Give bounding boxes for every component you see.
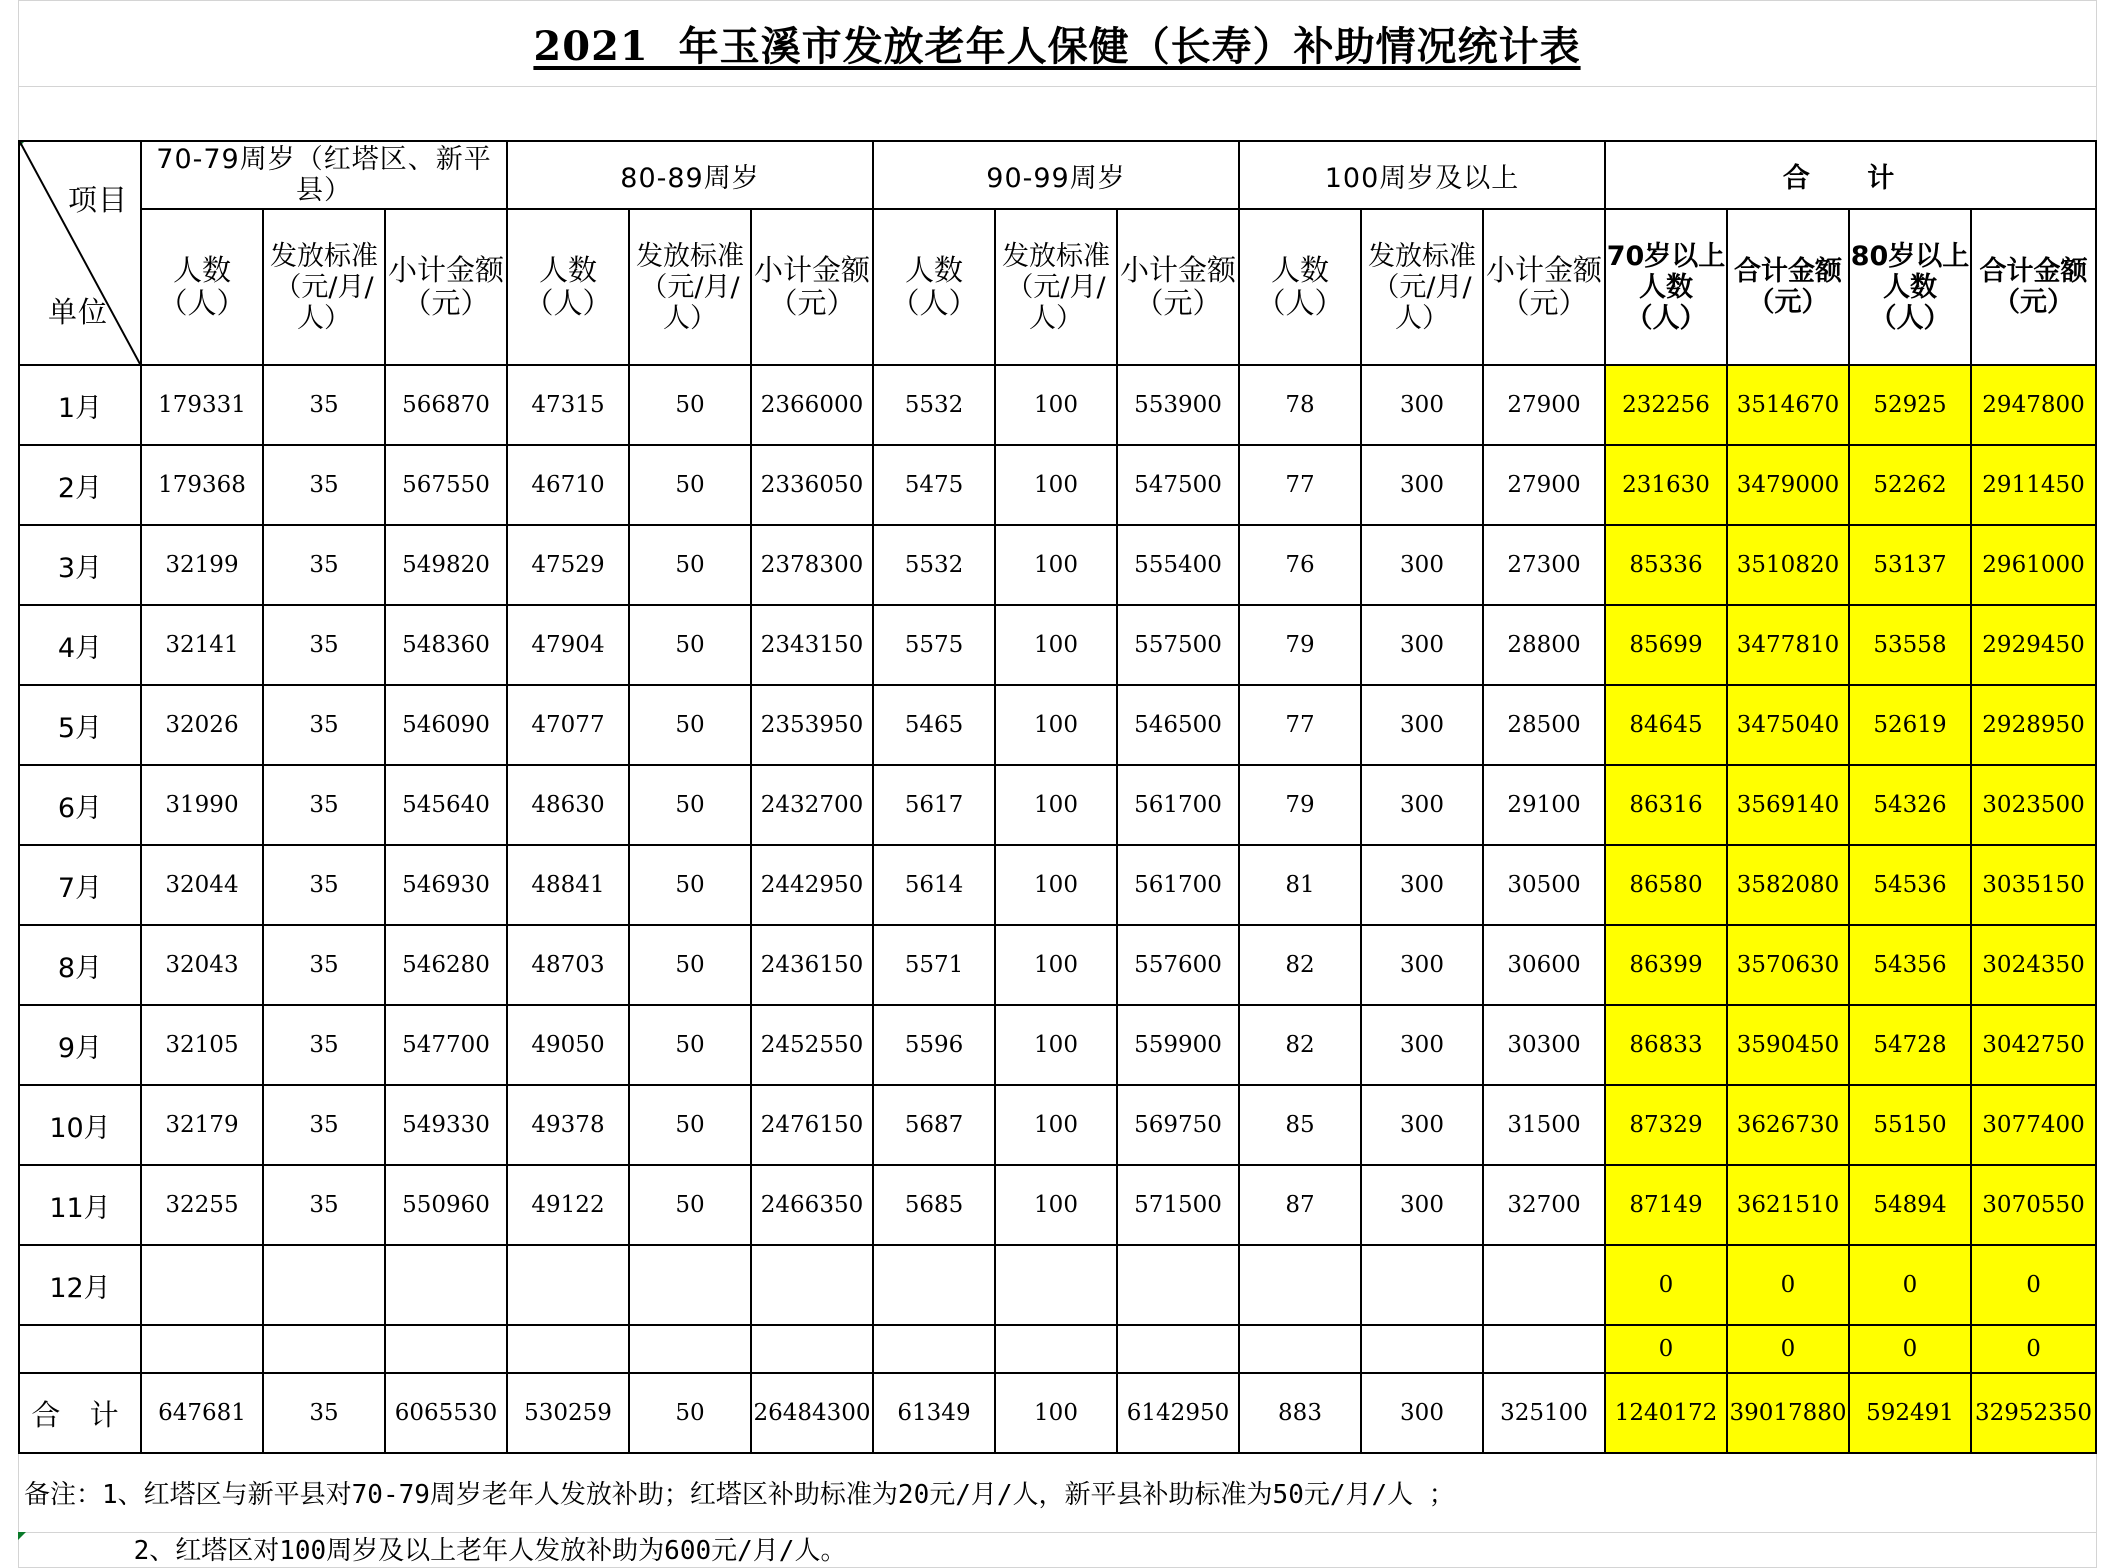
- header-people[interactable]: 人数（人）: [141, 209, 263, 365]
- group-header-80-89[interactable]: 80-89周岁: [507, 141, 873, 209]
- data-cell[interactable]: 100: [995, 1005, 1117, 1085]
- data-cell[interactable]: 2366000: [751, 365, 873, 445]
- data-cell[interactable]: 300: [1361, 365, 1483, 445]
- table-row: [19, 1165, 2096, 1245]
- data-cell[interactable]: 30600: [1483, 925, 1605, 1005]
- header-standard[interactable]: 发放标准（元/月/人）: [263, 209, 385, 365]
- data-cell[interactable]: [751, 1325, 873, 1373]
- data-cell[interactable]: 32141: [141, 605, 263, 685]
- total-summary-cell[interactable]: 3475040: [1727, 685, 1849, 765]
- data-cell[interactable]: 50: [629, 365, 751, 445]
- data-cell[interactable]: [1483, 1325, 1605, 1373]
- total-cell[interactable]: 61349: [873, 1373, 995, 1453]
- total-summary-cell[interactable]: 2929450: [1971, 605, 2096, 685]
- total-cell[interactable]: 39017880: [1727, 1373, 1849, 1453]
- total-summary-cell[interactable]: 3570630: [1727, 925, 1849, 1005]
- total-summary-cell[interactable]: 86316: [1605, 765, 1727, 845]
- data-cell[interactable]: 31500: [1483, 1085, 1605, 1165]
- data-cell[interactable]: 47529: [507, 525, 629, 605]
- total-row: [19, 1373, 2096, 1453]
- total-summary-cell[interactable]: 2961000: [1971, 525, 2096, 605]
- data-cell[interactable]: 5617: [873, 765, 995, 845]
- month-cell[interactable]: 12月: [19, 1245, 141, 1325]
- total-summary-cell[interactable]: 54536: [1849, 845, 1971, 925]
- total-summary-cell[interactable]: 54894: [1849, 1165, 1971, 1245]
- total-summary-cell[interactable]: 52262: [1849, 445, 1971, 525]
- data-cell[interactable]: 555400: [1117, 525, 1239, 605]
- data-cell[interactable]: [1239, 1325, 1361, 1373]
- data-cell[interactable]: 79: [1239, 765, 1361, 845]
- data-cell[interactable]: 546500: [1117, 685, 1239, 765]
- data-cell[interactable]: 48841: [507, 845, 629, 925]
- data-cell[interactable]: [141, 1325, 263, 1373]
- total-summary-cell[interactable]: 53137: [1849, 525, 1971, 605]
- data-cell[interactable]: 35: [263, 445, 385, 525]
- data-cell[interactable]: 571500: [1117, 1165, 1239, 1245]
- data-cell[interactable]: 32026: [141, 685, 263, 765]
- total-summary-cell[interactable]: 3626730: [1727, 1085, 1849, 1165]
- data-cell[interactable]: 76: [1239, 525, 1361, 605]
- data-cell[interactable]: 2442950: [751, 845, 873, 925]
- data-cell[interactable]: 50: [629, 845, 751, 925]
- data-cell[interactable]: 35: [263, 1005, 385, 1085]
- corner-header-cell[interactable]: [19, 141, 141, 365]
- header-total-amount[interactable]: 合计金额（元）: [1727, 209, 1849, 365]
- month-cell[interactable]: [19, 1325, 141, 1373]
- total-summary-cell[interactable]: 86580: [1605, 845, 1727, 925]
- data-cell[interactable]: 50: [629, 445, 751, 525]
- corner-item-label: 项目: [68, 183, 129, 217]
- total-summary-cell[interactable]: 3077400: [1971, 1085, 2096, 1165]
- data-cell[interactable]: 50: [629, 685, 751, 765]
- data-cell[interactable]: [507, 1245, 629, 1325]
- data-cell[interactable]: 31990: [141, 765, 263, 845]
- data-cell[interactable]: [873, 1325, 995, 1373]
- data-cell[interactable]: 50: [629, 1005, 751, 1085]
- data-cell[interactable]: 2432700: [751, 765, 873, 845]
- data-cell[interactable]: 48703: [507, 925, 629, 1005]
- data-cell[interactable]: 300: [1361, 845, 1483, 925]
- corner-unit-label: 单位: [48, 295, 109, 329]
- total-summary-cell[interactable]: 54326: [1849, 765, 1971, 845]
- table-row: [19, 1085, 2096, 1165]
- data-cell[interactable]: 47077: [507, 685, 629, 765]
- total-cell[interactable]: 6142950: [1117, 1373, 1239, 1453]
- data-cell[interactable]: 2378300: [751, 525, 873, 605]
- total-summary-cell[interactable]: 3582080: [1727, 845, 1849, 925]
- data-cell[interactable]: 32043: [141, 925, 263, 1005]
- data-cell[interactable]: 569750: [1117, 1085, 1239, 1165]
- total-summary-cell[interactable]: 3514670: [1727, 365, 1849, 445]
- total-summary-cell[interactable]: 0: [1971, 1245, 2096, 1325]
- data-cell[interactable]: 27300: [1483, 525, 1605, 605]
- month-cell[interactable]: 2月: [19, 445, 141, 525]
- data-cell[interactable]: 300: [1361, 925, 1483, 1005]
- table-row: [19, 1245, 2096, 1325]
- total-summary-cell[interactable]: 0: [1849, 1325, 1971, 1373]
- month-cell[interactable]: 4月: [19, 605, 141, 685]
- total-cell[interactable]: 100: [995, 1373, 1117, 1453]
- header-subtotal[interactable]: 小计金额（元）: [1117, 209, 1239, 365]
- group-header-70-79[interactable]: 70-79周岁（红塔区、新平县）: [141, 141, 507, 209]
- table-row: [19, 445, 2096, 525]
- total-summary-cell[interactable]: 3590450: [1727, 1005, 1849, 1085]
- data-cell[interactable]: [263, 1245, 385, 1325]
- total-summary-cell[interactable]: 0: [1605, 1245, 1727, 1325]
- data-cell[interactable]: 557500: [1117, 605, 1239, 685]
- month-cell[interactable]: 9月: [19, 1005, 141, 1085]
- data-cell[interactable]: 561700: [1117, 765, 1239, 845]
- group-header-total[interactable]: 合 计: [1605, 141, 2096, 209]
- data-cell[interactable]: 82: [1239, 1005, 1361, 1085]
- data-cell[interactable]: 549330: [385, 1085, 507, 1165]
- data-cell[interactable]: 100: [995, 925, 1117, 1005]
- data-cell[interactable]: 2476150: [751, 1085, 873, 1165]
- total-summary-cell[interactable]: 0: [1971, 1325, 2096, 1373]
- total-cell[interactable]: 592491: [1849, 1373, 1971, 1453]
- data-cell[interactable]: 100: [995, 765, 1117, 845]
- data-cell[interactable]: 559900: [1117, 1005, 1239, 1085]
- data-cell[interactable]: 2466350: [751, 1165, 873, 1245]
- total-summary-cell[interactable]: 232256: [1605, 365, 1727, 445]
- data-cell[interactable]: [1483, 1245, 1605, 1325]
- total-summary-cell[interactable]: 0: [1849, 1245, 1971, 1325]
- data-cell[interactable]: 5532: [873, 365, 995, 445]
- data-cell[interactable]: [1117, 1325, 1239, 1373]
- data-cell[interactable]: [995, 1245, 1117, 1325]
- data-cell[interactable]: [385, 1245, 507, 1325]
- data-cell[interactable]: [629, 1245, 751, 1325]
- header-standard[interactable]: 发放标准（元/月/人）: [629, 209, 751, 365]
- data-cell[interactable]: 32105: [141, 1005, 263, 1085]
- table-body: [19, 365, 2096, 1373]
- total-summary-cell[interactable]: 52925: [1849, 365, 1971, 445]
- data-cell[interactable]: 545640: [385, 765, 507, 845]
- total-label[interactable]: 合 计: [19, 1373, 141, 1453]
- data-cell[interactable]: 77: [1239, 685, 1361, 765]
- data-cell[interactable]: 561700: [1117, 845, 1239, 925]
- data-cell[interactable]: 50: [629, 1085, 751, 1165]
- data-cell[interactable]: 49378: [507, 1085, 629, 1165]
- total-summary-cell[interactable]: 87149: [1605, 1165, 1727, 1245]
- data-cell[interactable]: 300: [1361, 1165, 1483, 1245]
- page-title-cell[interactable]: [18, 0, 2096, 86]
- data-cell[interactable]: 50: [629, 765, 751, 845]
- total-summary-cell[interactable]: 84645: [1605, 685, 1727, 765]
- data-cell[interactable]: 5614: [873, 845, 995, 925]
- data-cell[interactable]: 2436150: [751, 925, 873, 1005]
- total-summary-cell[interactable]: 54728: [1849, 1005, 1971, 1085]
- total-summary-cell[interactable]: 3477810: [1727, 605, 1849, 685]
- data-cell[interactable]: 2353950: [751, 685, 873, 765]
- data-cell[interactable]: 100: [995, 605, 1117, 685]
- table-row: [19, 1005, 2096, 1085]
- total-summary-cell[interactable]: 0: [1727, 1245, 1849, 1325]
- data-cell[interactable]: 548360: [385, 605, 507, 685]
- data-cell[interactable]: 35: [263, 365, 385, 445]
- data-cell[interactable]: 35: [263, 1165, 385, 1245]
- data-cell[interactable]: 5571: [873, 925, 995, 1005]
- total-cell[interactable]: 26484300: [751, 1373, 873, 1453]
- total-summary-cell[interactable]: 3569140: [1727, 765, 1849, 845]
- note-line-2[interactable]: 2、红塔区对100周岁及以上老年人发放补助为600元/月/人。: [24, 1536, 847, 1566]
- data-cell[interactable]: 300: [1361, 605, 1483, 685]
- data-cell[interactable]: 50: [629, 925, 751, 1005]
- data-cell[interactable]: 35: [263, 525, 385, 605]
- data-cell[interactable]: 547700: [385, 1005, 507, 1085]
- subsidy-table: [18, 140, 2097, 1454]
- data-cell[interactable]: 50: [629, 1165, 751, 1245]
- month-cell[interactable]: 7月: [19, 845, 141, 925]
- data-cell[interactable]: 546090: [385, 685, 507, 765]
- total-summary-cell[interactable]: 85699: [1605, 605, 1727, 685]
- data-cell[interactable]: 79: [1239, 605, 1361, 685]
- data-cell[interactable]: 46710: [507, 445, 629, 525]
- total-summary-cell[interactable]: 3479000: [1727, 445, 1849, 525]
- header-people[interactable]: 人数（人）: [1239, 209, 1361, 365]
- total-summary-cell[interactable]: 86833: [1605, 1005, 1727, 1085]
- data-cell[interactable]: 32700: [1483, 1165, 1605, 1245]
- total-summary-cell[interactable]: 54356: [1849, 925, 1971, 1005]
- data-cell[interactable]: 100: [995, 1085, 1117, 1165]
- data-cell[interactable]: 566870: [385, 365, 507, 445]
- total-summary-cell[interactable]: 0: [1727, 1325, 1849, 1373]
- data-cell[interactable]: 81: [1239, 845, 1361, 925]
- table-row: [19, 685, 2096, 765]
- data-cell[interactable]: 549820: [385, 525, 507, 605]
- data-cell[interactable]: 5687: [873, 1085, 995, 1165]
- data-cell[interactable]: [1239, 1245, 1361, 1325]
- month-cell[interactable]: 8月: [19, 925, 141, 1005]
- total-summary-cell[interactable]: 52619: [1849, 685, 1971, 765]
- data-cell[interactable]: [1361, 1325, 1483, 1373]
- total-summary-cell[interactable]: 3023500: [1971, 765, 2096, 845]
- data-cell[interactable]: 300: [1361, 1005, 1483, 1085]
- total-cell[interactable]: 325100: [1483, 1373, 1605, 1453]
- total-cell[interactable]: 530259: [507, 1373, 629, 1453]
- data-cell[interactable]: 27900: [1483, 445, 1605, 525]
- data-cell[interactable]: 100: [995, 845, 1117, 925]
- data-cell[interactable]: 179368: [141, 445, 263, 525]
- data-cell[interactable]: [751, 1245, 873, 1325]
- header-subtotal[interactable]: 小计金额（元）: [751, 209, 873, 365]
- data-cell[interactable]: 2336050: [751, 445, 873, 525]
- data-cell[interactable]: 567550: [385, 445, 507, 525]
- data-cell[interactable]: 546930: [385, 845, 507, 925]
- total-summary-cell[interactable]: 2947800: [1971, 365, 2096, 445]
- data-cell[interactable]: [629, 1325, 751, 1373]
- data-cell[interactable]: 47904: [507, 605, 629, 685]
- total-cell[interactable]: 32952350: [1971, 1373, 2096, 1453]
- total-cell[interactable]: 35: [263, 1373, 385, 1453]
- data-cell[interactable]: 300: [1361, 765, 1483, 845]
- data-cell[interactable]: 82: [1239, 925, 1361, 1005]
- total-summary-cell[interactable]: 85336: [1605, 525, 1727, 605]
- data-cell[interactable]: 30500: [1483, 845, 1605, 925]
- data-cell[interactable]: 35: [263, 685, 385, 765]
- table-row: [19, 1325, 2096, 1373]
- data-cell[interactable]: 35: [263, 845, 385, 925]
- data-cell[interactable]: 50: [629, 525, 751, 605]
- header-subtotal[interactable]: 小计金额（元）: [385, 209, 507, 365]
- total-cell[interactable]: 6065530: [385, 1373, 507, 1453]
- total-cell[interactable]: 883: [1239, 1373, 1361, 1453]
- data-cell[interactable]: 300: [1361, 1085, 1483, 1165]
- data-cell[interactable]: [507, 1325, 629, 1373]
- data-cell[interactable]: 49122: [507, 1165, 629, 1245]
- header-standard[interactable]: 发放标准（元/月/人）: [995, 209, 1117, 365]
- data-cell[interactable]: 87: [1239, 1165, 1361, 1245]
- table-row: [19, 365, 2096, 445]
- data-cell[interactable]: 30300: [1483, 1005, 1605, 1085]
- data-cell[interactable]: 28800: [1483, 605, 1605, 685]
- data-cell[interactable]: [1361, 1245, 1483, 1325]
- data-cell[interactable]: 32044: [141, 845, 263, 925]
- header-total-amount[interactable]: 合计金额（元）: [1971, 209, 2096, 365]
- total-summary-cell[interactable]: 87329: [1605, 1085, 1727, 1165]
- group-header-100-plus[interactable]: 100周岁及以上: [1239, 141, 1605, 209]
- data-cell[interactable]: 35: [263, 605, 385, 685]
- data-cell[interactable]: 35: [263, 1085, 385, 1165]
- header-people[interactable]: 人数（人）: [507, 209, 629, 365]
- data-cell[interactable]: 5575: [873, 605, 995, 685]
- data-cell[interactable]: 100: [995, 685, 1117, 765]
- total-summary-cell[interactable]: 3035150: [1971, 845, 2096, 925]
- data-cell[interactable]: 28500: [1483, 685, 1605, 765]
- total-summary-cell[interactable]: 3510820: [1727, 525, 1849, 605]
- header-standard[interactable]: 发放标准（元/月/人）: [1361, 209, 1483, 365]
- data-cell[interactable]: 100: [995, 1165, 1117, 1245]
- total-cell[interactable]: 300: [1361, 1373, 1483, 1453]
- data-cell[interactable]: [995, 1325, 1117, 1373]
- month-cell[interactable]: 10月: [19, 1085, 141, 1165]
- data-cell[interactable]: 35: [263, 765, 385, 845]
- data-cell[interactable]: 49050: [507, 1005, 629, 1085]
- data-cell[interactable]: 300: [1361, 445, 1483, 525]
- data-cell[interactable]: 100: [995, 365, 1117, 445]
- data-cell[interactable]: 100: [995, 525, 1117, 605]
- total-summary-cell[interactable]: 2928950: [1971, 685, 2096, 765]
- total-summary-cell[interactable]: 2911450: [1971, 445, 2096, 525]
- data-cell[interactable]: 2343150: [751, 605, 873, 685]
- data-cell[interactable]: 300: [1361, 525, 1483, 605]
- data-cell[interactable]: 5596: [873, 1005, 995, 1085]
- data-cell[interactable]: 546280: [385, 925, 507, 1005]
- group-header-90-99[interactable]: 90-99周岁: [873, 141, 1239, 209]
- data-cell[interactable]: 557600: [1117, 925, 1239, 1005]
- total-summary-cell[interactable]: 53558: [1849, 605, 1971, 685]
- month-cell[interactable]: 3月: [19, 525, 141, 605]
- data-cell[interactable]: 2452550: [751, 1005, 873, 1085]
- month-cell[interactable]: 6月: [19, 765, 141, 845]
- header-over80-people[interactable]: 80岁以上人数（人）: [1849, 209, 1971, 365]
- total-cell[interactable]: 647681: [141, 1373, 263, 1453]
- table-row: [19, 605, 2096, 685]
- total-summary-cell[interactable]: 231630: [1605, 445, 1727, 525]
- table-row: [19, 765, 2096, 845]
- data-cell[interactable]: 5685: [873, 1165, 995, 1245]
- data-cell[interactable]: [141, 1245, 263, 1325]
- data-cell[interactable]: 5475: [873, 445, 995, 525]
- total-summary-cell[interactable]: 86399: [1605, 925, 1727, 1005]
- total-summary-cell[interactable]: 3070550: [1971, 1165, 2096, 1245]
- data-cell[interactable]: 179331: [141, 365, 263, 445]
- data-cell[interactable]: 78: [1239, 365, 1361, 445]
- data-cell[interactable]: 85: [1239, 1085, 1361, 1165]
- data-cell[interactable]: 50: [629, 605, 751, 685]
- data-cell[interactable]: [385, 1325, 507, 1373]
- header-people[interactable]: 人数（人）: [873, 209, 995, 365]
- table-row: [19, 925, 2096, 1005]
- header-over70-people[interactable]: 70岁以上人数（人）: [1605, 209, 1727, 365]
- data-cell[interactable]: 100: [995, 445, 1117, 525]
- data-cell[interactable]: [1117, 1245, 1239, 1325]
- data-cell[interactable]: 48630: [507, 765, 629, 845]
- total-summary-cell[interactable]: 3042750: [1971, 1005, 2096, 1085]
- total-cell[interactable]: 50: [629, 1373, 751, 1453]
- data-cell[interactable]: 5465: [873, 685, 995, 765]
- note-line-1[interactable]: 备注：1、红塔区与新平县对70-79周岁老年人发放补助；红塔区补助标准为20元/月/人，新平县补助标准为50元/月/人 ；: [24, 1480, 1455, 1510]
- total-summary-cell[interactable]: 3024350: [1971, 925, 2096, 1005]
- table-row: [19, 525, 2096, 605]
- data-cell[interactable]: 35: [263, 925, 385, 1005]
- month-cell[interactable]: 1月: [19, 365, 141, 445]
- data-cell[interactable]: 27900: [1483, 365, 1605, 445]
- page-title: 2021 年玉溪市发放老年人保健（长寿）补助情况统计表: [533, 22, 1581, 70]
- table-row: [19, 845, 2096, 925]
- data-cell[interactable]: 32255: [141, 1165, 263, 1245]
- data-cell[interactable]: 32199: [141, 525, 263, 605]
- data-cell[interactable]: 300: [1361, 685, 1483, 765]
- data-cell[interactable]: 77: [1239, 445, 1361, 525]
- data-cell[interactable]: [873, 1245, 995, 1325]
- data-cell[interactable]: 547500: [1117, 445, 1239, 525]
- total-cell[interactable]: 1240172: [1605, 1373, 1727, 1453]
- data-cell[interactable]: 550960: [385, 1165, 507, 1245]
- data-cell[interactable]: 5532: [873, 525, 995, 605]
- data-cell[interactable]: [263, 1325, 385, 1373]
- data-cell[interactable]: 553900: [1117, 365, 1239, 445]
- data-cell[interactable]: 32179: [141, 1085, 263, 1165]
- total-summary-cell[interactable]: 55150: [1849, 1085, 1971, 1165]
- total-summary-cell[interactable]: 3621510: [1727, 1165, 1849, 1245]
- sheet-gridline: [18, 86, 2096, 87]
- month-cell[interactable]: 11月: [19, 1165, 141, 1245]
- data-cell[interactable]: 29100: [1483, 765, 1605, 845]
- data-cell[interactable]: 47315: [507, 365, 629, 445]
- total-summary-cell[interactable]: 0: [1605, 1325, 1727, 1373]
- header-subtotal[interactable]: 小计金额（元）: [1483, 209, 1605, 365]
- month-cell[interactable]: 5月: [19, 685, 141, 765]
